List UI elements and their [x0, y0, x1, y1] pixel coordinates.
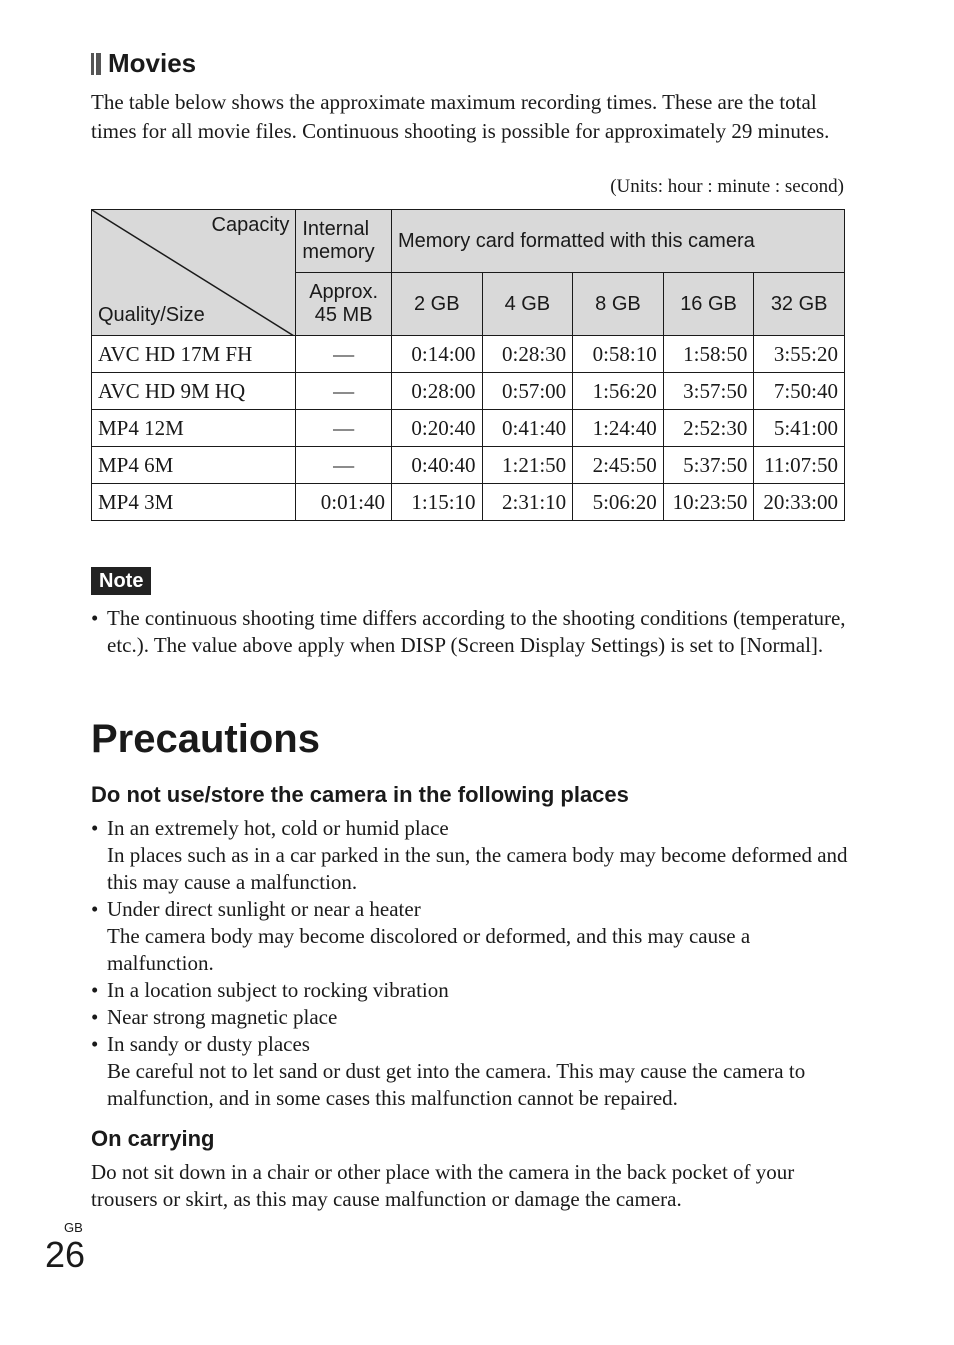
list-item — [91, 1004, 851, 1031]
units-note: (Units: hour : minute : second) — [610, 176, 844, 197]
recording-time-table — [91, 209, 845, 521]
time-cell: 0:14:00 — [391, 336, 482, 373]
time-cell: 0:41:40 — [482, 410, 573, 447]
time-cell: 5:37:50 — [663, 447, 754, 484]
movies-title: Movies — [108, 48, 197, 78]
time-cell: 0:58:10 — [573, 336, 664, 373]
card-size-header: 32 GB — [754, 273, 845, 336]
time-cell: 1:24:40 — [573, 410, 664, 447]
internal-cell: — — [296, 447, 392, 484]
list-item — [91, 1031, 851, 1112]
places-list — [91, 815, 851, 1112]
time-cell: 10:23:50 — [663, 484, 754, 521]
quality-size-label: Quality/Size — [98, 304, 205, 326]
place-text: In a location subject to rocking vibration — [107, 978, 449, 1002]
section-marker-icon — [91, 53, 101, 75]
quality-cell: MP4 6M — [92, 447, 296, 484]
diagonal-header-cell — [92, 210, 296, 336]
internal-cell: 0:01:40 — [296, 484, 392, 521]
quality-cell: MP4 12M — [92, 410, 296, 447]
movies-heading — [91, 48, 196, 79]
place-text: Near strong magnetic place — [107, 1005, 338, 1029]
place-text: In sandy or dusty places — [107, 1032, 310, 1056]
page-number: 26 — [45, 1234, 86, 1275]
internal-cell: — — [296, 410, 392, 447]
list-item — [91, 977, 851, 1004]
quality-cell: AVC HD 9M HQ — [92, 373, 296, 410]
time-cell: 3:57:50 — [663, 373, 754, 410]
time-cell: 1:15:10 — [391, 484, 482, 521]
table-row — [92, 484, 845, 521]
carrying-text: Do not sit down in a chair or other place with the camera in the back pocket of your trousers or skirt, as this may cause malfunction or damage the camera. — [91, 1160, 795, 1211]
card-size-header: 8 GB — [573, 273, 664, 336]
time-cell: 7:50:40 — [754, 373, 845, 410]
card-size-header: 4 GB — [482, 273, 573, 336]
list-item — [91, 896, 851, 977]
card-size-header: 16 GB — [663, 273, 754, 336]
table-row — [92, 336, 845, 373]
quality-cell: AVC HD 17M FH — [92, 336, 296, 373]
quality-cell: MP4 3M — [92, 484, 296, 521]
place-detail: The camera body may become discolored or deformed, and this may cause a malfunction. — [107, 924, 751, 975]
time-cell: 1:56:20 — [573, 373, 664, 410]
time-cell: 11:07:50 — [754, 447, 845, 484]
region-code: GB — [64, 1220, 83, 1235]
time-cell: 5:41:00 — [754, 410, 845, 447]
time-cell: 20:33:00 — [754, 484, 845, 521]
time-cell: 1:58:50 — [663, 336, 754, 373]
card-size-header: 2 GB — [391, 273, 482, 336]
carrying-heading: On carrying — [91, 1126, 215, 1151]
internal-cell: — — [296, 373, 392, 410]
time-cell: 0:28:30 — [482, 336, 573, 373]
time-cell: 0:20:40 — [391, 410, 482, 447]
internal-size-header: Approx. 45 MB — [296, 273, 392, 336]
list-item: • The continuous shooting time differs according to the shooting conditions (temperature, etc.). The value above apply when DISP (Screen Display Settings) is set to [Normal]. — [91, 605, 851, 659]
time-cell: 5:06:20 — [573, 484, 664, 521]
internal-cell: — — [296, 336, 392, 373]
movies-intro: The table below shows the approximate maximum recording times. These are the total times for all movie files. Continuous shooting is possible for approximately 29 minutes. — [91, 90, 830, 143]
time-cell: 2:31:10 — [482, 484, 573, 521]
place-detail: Be careful not to let sand or dust get into the camera. This may cause the camera to malfunction, and in some cases this malfunction cannot be repaired. — [107, 1059, 806, 1110]
page-title: Precautions — [91, 717, 320, 761]
time-cell: 1:21:50 — [482, 447, 573, 484]
table-row — [92, 373, 845, 410]
place-detail: In places such as in a car parked in the sun, the camera body may become deformed and this may cause a malfunction. — [107, 843, 848, 894]
internal-memory-header: Internal memory — [296, 210, 392, 273]
time-cell: 0:57:00 — [482, 373, 573, 410]
time-cell: 0:28:00 — [391, 373, 482, 410]
time-cell: 3:55:20 — [754, 336, 845, 373]
time-cell: 2:45:50 — [573, 447, 664, 484]
table-row — [92, 410, 845, 447]
note-badge: Note — [91, 567, 151, 595]
memory-card-header: Memory card formatted with this camera — [391, 210, 844, 273]
places-heading: Do not use/store the camera in the following places — [91, 782, 629, 807]
capacity-label: Capacity — [211, 214, 290, 236]
list-item — [91, 815, 851, 896]
time-cell: 0:40:40 — [391, 447, 482, 484]
time-cell: 2:52:30 — [663, 410, 754, 447]
note-list — [91, 605, 851, 659]
table-row — [92, 447, 845, 484]
place-text: In an extremely hot, cold or humid place — [107, 816, 449, 840]
place-text: Under direct sunlight or near a heater — [107, 897, 421, 921]
